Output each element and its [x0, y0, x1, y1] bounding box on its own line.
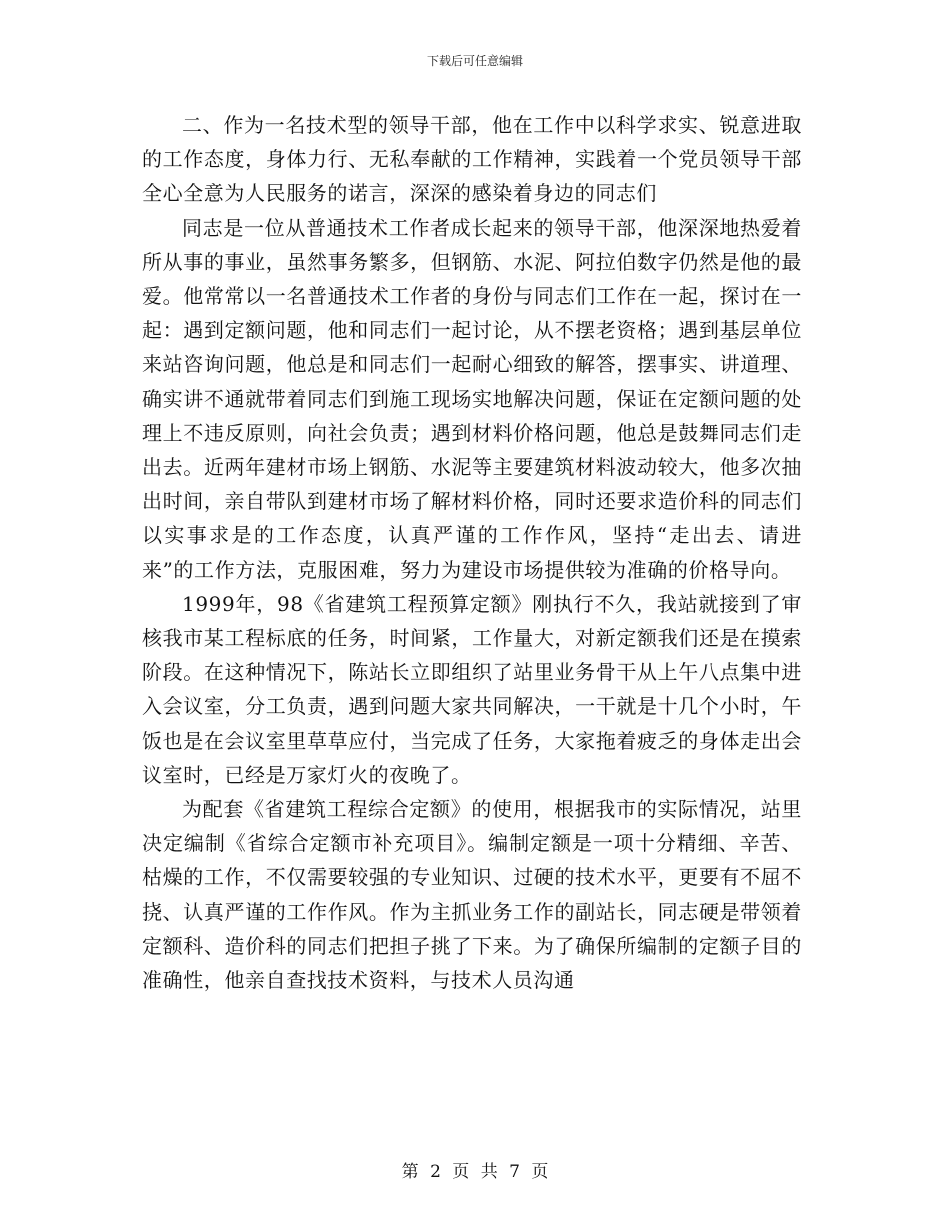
page-header: 下载后可任意编辑: [426, 54, 523, 68]
page-footer: 第 2 页 共 7 页: [401, 1162, 549, 1182]
paragraph-2: 同志是一位从普通技术工作者成长起来的领导干部，他深深地热爱着所从事的事业，虽然事务繁多，但钢筋、水泥、阿拉伯数字仍然是他的最爱。他常常以一名普通技术工作者的身份与同志们工作在一起，探讨在一起：遇到定额问题，他和同志们一起讨论，从不摆老资格；遇到基层单位来站咨询问题，他总是和同志们一起耐心细致的解答，摆事实、讲道理、确实讲不通就带着同志们到施工现场实地解决问题，保证在定额问题的处理上不违反原则，向社会负责；遇到材料价格问题，他总是鼓舞同志们走出去。近两年建材市场上钢筋、水泥等主要建筑材料波动较大，他多次抽出时间，亲自带队到建材市场了解材料价格，同时还要求造价科的同志们以实事求是的工作态度，认真严谨的工作作风，坚持“走出去、请进来”的工作方法，克服困难，努力为建设市场提供较为准确的价格导向。: [142, 215, 802, 582]
paragraph-1: 二、作为一名技术型的领导干部，他在工作中以科学求实、锐意进取的工作态度，身体力行、无私奉献的工作精神，实践着一个党员领导干部全心全意为人民服务的诺言，深深的感染着身边的同志们: [142, 113, 802, 206]
paragraph-3: 1999年，98《省建筑工程预算定额》刚执行不久，我站就接到了审核我市某工程标底的任务，时间紧，工作量大，对新定额我们还是在摸索阶段。在这种情况下，陈站长立即组织了站里业务骨干从上午八点集中进入会议室，分工负责，遇到问题大家共同解决，一干就是十几个小时，午饭也是在会议室里草草应付，当完成了任务，大家拖着疲乏的身体走出会议室时，已经是万家灯火的夜晚了。: [142, 591, 802, 787]
document-body: [142, 108, 802, 997]
paragraph-4: 为配套《省建筑工程综合定额》的使用，根据我市的实际情况，站里决定编制《省综合定额市补充项目》。编制定额是一项十分精细、辛苦、枯燥的工作，不仅需要较强的专业知识、过硬的技术水平，更要有不屈不挠、认真严谨的工作作风。作为主抓业务工作的副站长，同志硬是带领着定额科、造价科的同志们把担子挑了下来。为了确保所编制的定额子目的准确性，他亲自查找技术资料，与技术人员沟通: [142, 797, 802, 993]
